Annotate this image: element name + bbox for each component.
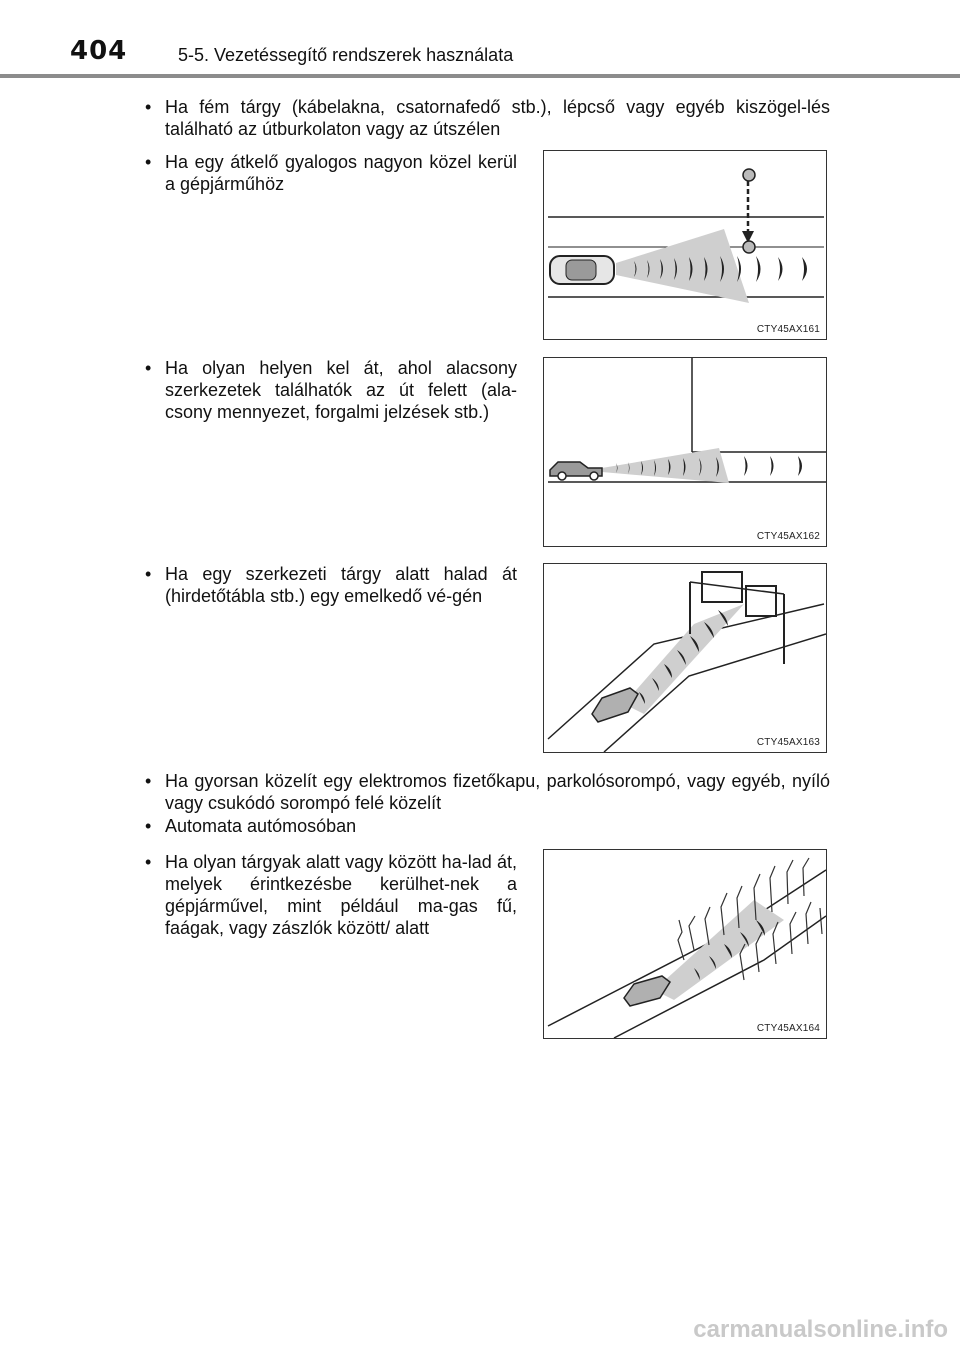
section-title: 5-5. Vezetéssegítő rendszerek használata xyxy=(178,45,514,65)
bullet-item xyxy=(145,770,830,814)
bullet-item xyxy=(145,357,517,423)
bullet-item xyxy=(145,151,517,195)
low-structure-illustration xyxy=(544,358,827,547)
bullet-dot: • xyxy=(145,152,152,172)
bullet-text: Ha olyan tárgyak alatt vagy között ha-lad át, melyek érintkezésbe kerülhet-nek a gépjárművel, mint például ma-gas fű, faágak, vagy zászlók között/ alatt xyxy=(165,852,517,938)
bullet-item xyxy=(145,96,830,140)
bullet-text: Ha egy szerkezeti tárgy alatt halad át (hirdetőtábla stb.) egy emelkedő vé-gén xyxy=(165,564,517,606)
figure-overhead-sign xyxy=(543,563,827,753)
pedestrian-illustration xyxy=(544,151,827,340)
bullet-item xyxy=(145,815,830,837)
bullet-item xyxy=(145,563,517,607)
bullet-text: Automata autómosóban xyxy=(165,816,357,836)
figure-code: CTY45AX163 xyxy=(756,737,820,748)
bullet-text: Ha gyorsan közelít egy elektromos fizetőkapu, parkolósorompó, vagy egyéb, nyíló vagy csukódó sorompó felé közelít xyxy=(165,771,830,813)
page-number: 404 xyxy=(70,36,128,66)
bullet-dot: • xyxy=(145,771,152,791)
bullet-text: Ha olyan helyen kel át, ahol alacsony szerkezetek találhatók az út felett (ala-csony mennyezet, forgalmi jelzések stb.) xyxy=(165,358,517,422)
bullet-text: Ha egy átkelő gyalogos nagyon közel kerül a gépjárműhöz xyxy=(165,152,517,194)
bullet-dot: • xyxy=(145,358,152,378)
figure-pedestrian-crossing xyxy=(543,150,827,340)
figure-grass-branches xyxy=(543,849,827,1039)
bullet-text: Ha fém tárgy (kábelakna, csatornafedő stb.), lépcső vagy egyéb kiszögel-lés található az útburkolaton vagy az útszélen xyxy=(165,97,830,139)
figure-low-structure xyxy=(543,357,827,547)
bullet-dot: • xyxy=(145,564,152,584)
figure-code: CTY45AX164 xyxy=(756,1023,820,1034)
bullet-dot: • xyxy=(145,852,152,872)
figure-code: CTY45AX162 xyxy=(756,531,820,542)
overhead-sign-illustration xyxy=(544,564,827,753)
watermark: carmanualsonline.info xyxy=(693,1316,948,1343)
bullet-dot: • xyxy=(145,97,152,117)
bullet-dot: • xyxy=(145,816,152,836)
header-divider xyxy=(0,74,960,78)
grass-branches-illustration xyxy=(544,850,827,1039)
bullet-item xyxy=(145,851,517,939)
figure-code: CTY45AX161 xyxy=(756,324,820,335)
